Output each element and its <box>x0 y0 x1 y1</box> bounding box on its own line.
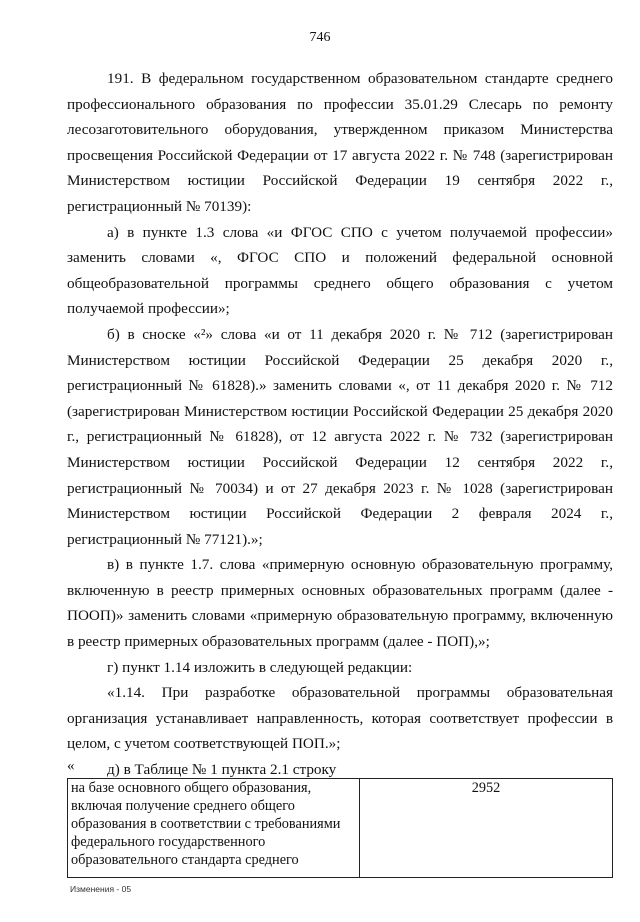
paragraph-d: д) в Таблице № 1 пункта 2.1 строку <box>107 761 337 779</box>
page-number: 746 <box>309 30 331 45</box>
footer-note: Изменения - 05 <box>70 884 132 894</box>
table-cell-hours: 2952 <box>360 779 613 878</box>
table-row <box>68 779 613 878</box>
opening-quote-mark: « <box>67 758 75 774</box>
document-body <box>67 66 613 783</box>
paragraph-1-14: «1.14. При разработке образовательной программы образовательная организация устанавливает направленность, которая соответствует профессии в целом, с учетом соответствующей ПОП.»; <box>67 684 613 753</box>
paragraph-b: б) в сноске «²» слова «и от 11 декабря 2020 г. № 712 (зарегистрирован Министерством юстиции Российской Федерации 25 декабря 2020 г., регистрационный № 61828).» заменить словами «, от 11 декабря 2020 г. № 712 (зарегистрирован Министерством юстиции Российской Федерации 25 декабря 2020 г., регистрационный № 61828), от 12 августа 2022 г. № 732 (зарегистрирован Министерством юстиции Российской Федерации 12 сентября 2022 г., регистрационный № 70034) и от 27 декабря 2023 г. № 1028 (зарегистрирован Министерством юстиции Российской Федерации 2 февраля 2024 г., регистрационный № 77121).»; <box>67 325 613 548</box>
table-cell-education-basis: на базе основного общего образования, включая получение среднего общего образования в соответствии с требованиями федерального государственного образовательного стандарта среднего <box>68 779 360 878</box>
paragraph-191: 191. В федеральном государственном образовательном стандарте среднего профессионального образования по профессии 35.01.29 Слесарь по ремонту лесозаготовительного оборудования, утвержденном приказом Министерства просвещения Российской Федерации от 17 августа 2022 г. № 748 (зарегистрирован Министерством юстиции Российской Федерации 19 сентября 2022 г., регистрационный № 70139): <box>67 70 613 215</box>
table-excerpt <box>67 778 613 878</box>
paragraph-g: г) пункт 1.14 изложить в следующей редакции: <box>107 658 413 676</box>
paragraph-v: в) в пункте 1.7. слова «примерную основную образовательную программу, включенную в реестр примерных основных образовательных программ (далее - ПООП)» заменить словами «примерную образовательную программу, включенную в реестр примерных образовательных программ (далее - ПОП),»; <box>67 556 613 651</box>
paragraph-a: а) в пункте 1.3 слова «и ФГОС СПО с учетом получаемой профессии» заменить словами «, ФГОС СПО и положений федеральной основной общеобразовательной программы среднего общего образования с учетом получаемой профессии»; <box>67 223 613 318</box>
